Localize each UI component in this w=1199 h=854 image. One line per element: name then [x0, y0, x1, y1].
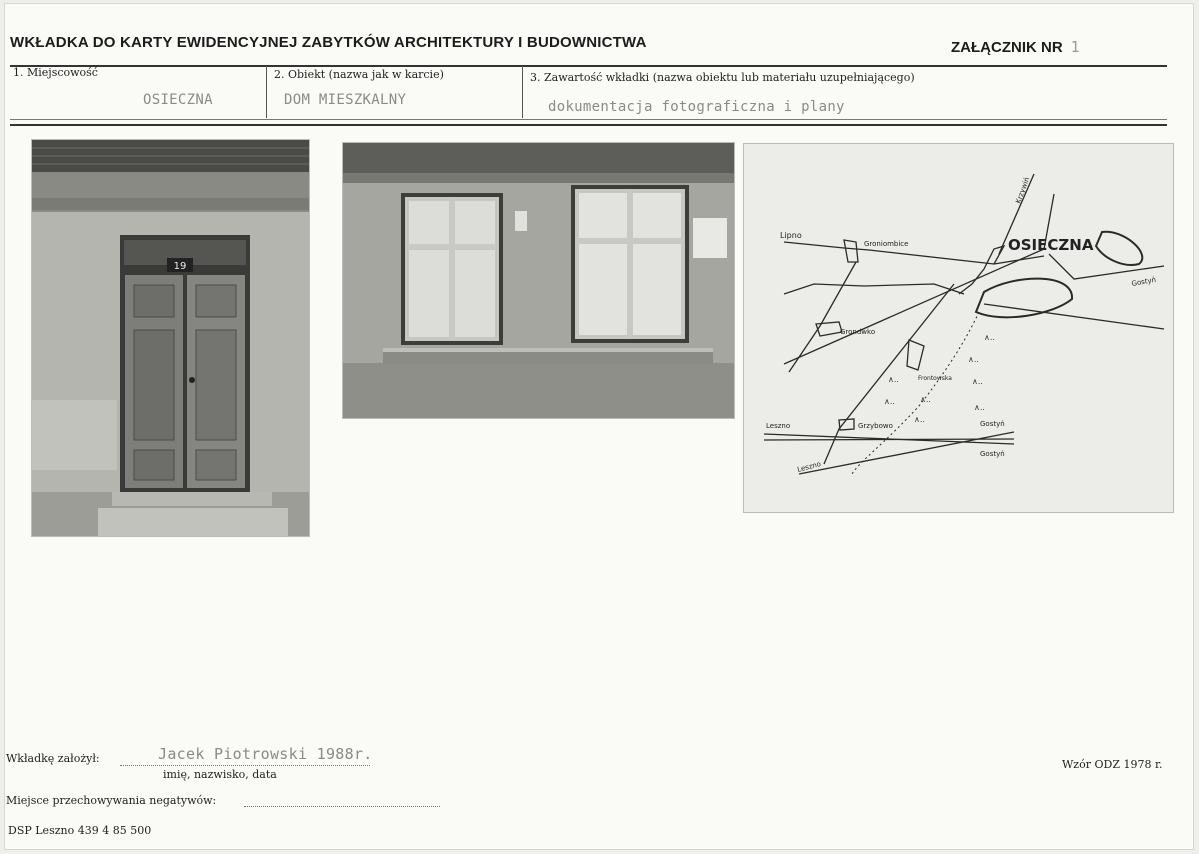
negatives-label: Miejsce przechowywania negatywów:: [6, 794, 217, 807]
field-underline: [10, 119, 1167, 120]
map-town-osieczna: OSIECZNA: [1008, 236, 1094, 254]
founder-label: Wkładkę założył:: [6, 752, 100, 765]
annex-label-text: ZAŁĄCZNIK NR: [951, 39, 1063, 56]
field-divider-1: [266, 66, 267, 118]
house-number: 19: [173, 261, 187, 272]
founder-value: Jacek Piotrowski 1988r.: [158, 745, 373, 763]
map-label-gostyn-1: Gostyń: [1130, 275, 1157, 288]
map-label-grzybowo: Grzybowo: [858, 422, 893, 430]
annex-label: [951, 38, 1080, 56]
annex-number: 1: [1070, 38, 1080, 56]
window-photo: [342, 142, 735, 419]
svg-text:∧..: ∧..: [914, 415, 925, 424]
map-label-grodowko: Grondwko: [840, 328, 876, 336]
contents-label: 3. Zawartość wkładki (nazwa obiektu lub materiału uzupełniającego): [530, 71, 915, 84]
svg-text:∧..: ∧..: [974, 403, 985, 412]
header-rule-bottom: [10, 124, 1167, 126]
map-label-gostyn-3: Gostyń: [980, 450, 1005, 458]
map-label-leszno-2: Leszno: [796, 459, 822, 474]
contents-value: dokumentacja fotograficzna i plany: [548, 99, 845, 115]
map-label-groniowice: Groniombice: [864, 240, 909, 248]
locality-value: OSIECZNA: [143, 92, 213, 108]
svg-text:∧..: ∧..: [888, 375, 899, 384]
print-reference: DSP Leszno 439 4 85 500: [8, 824, 152, 837]
object-value: DOM MIESZKALNY: [284, 92, 407, 108]
svg-text:∧..: ∧..: [984, 333, 995, 342]
map-label-krzywin: Krzywiń: [1014, 176, 1032, 205]
location-map: [743, 143, 1174, 513]
locality-label: 1. Miejscowość: [13, 66, 98, 79]
form-reference: Wzór ODZ 1978 r.: [1062, 758, 1163, 771]
map-label-gostyn-2: Gostyń: [980, 420, 1005, 428]
card-title: WKŁADKA DO KARTY EWIDENCYJNEJ ZABYTKÓW ARCHITEKTURY I BUDOWNICTWA: [10, 34, 647, 51]
map-label-frontowska: Frontowska: [918, 375, 952, 382]
svg-text:∧..: ∧..: [920, 395, 931, 404]
negatives-underline: [244, 806, 440, 807]
field-divider-2: [522, 66, 523, 118]
svg-text:∧..: ∧..: [884, 397, 895, 406]
svg-text:∧..: ∧..: [968, 355, 979, 364]
object-label: 2. Obiekt (nazwa jak w karcie): [274, 68, 444, 81]
map-label-lipno: Lipno: [780, 231, 802, 240]
founder-caption: imię, nazwisko, data: [163, 768, 277, 781]
door-photo: [31, 139, 310, 537]
map-label-leszno-1: Leszno: [766, 422, 791, 430]
founder-underline: [120, 765, 370, 766]
svg-text:∧..: ∧..: [972, 377, 983, 386]
header-rule-top: [10, 65, 1167, 67]
